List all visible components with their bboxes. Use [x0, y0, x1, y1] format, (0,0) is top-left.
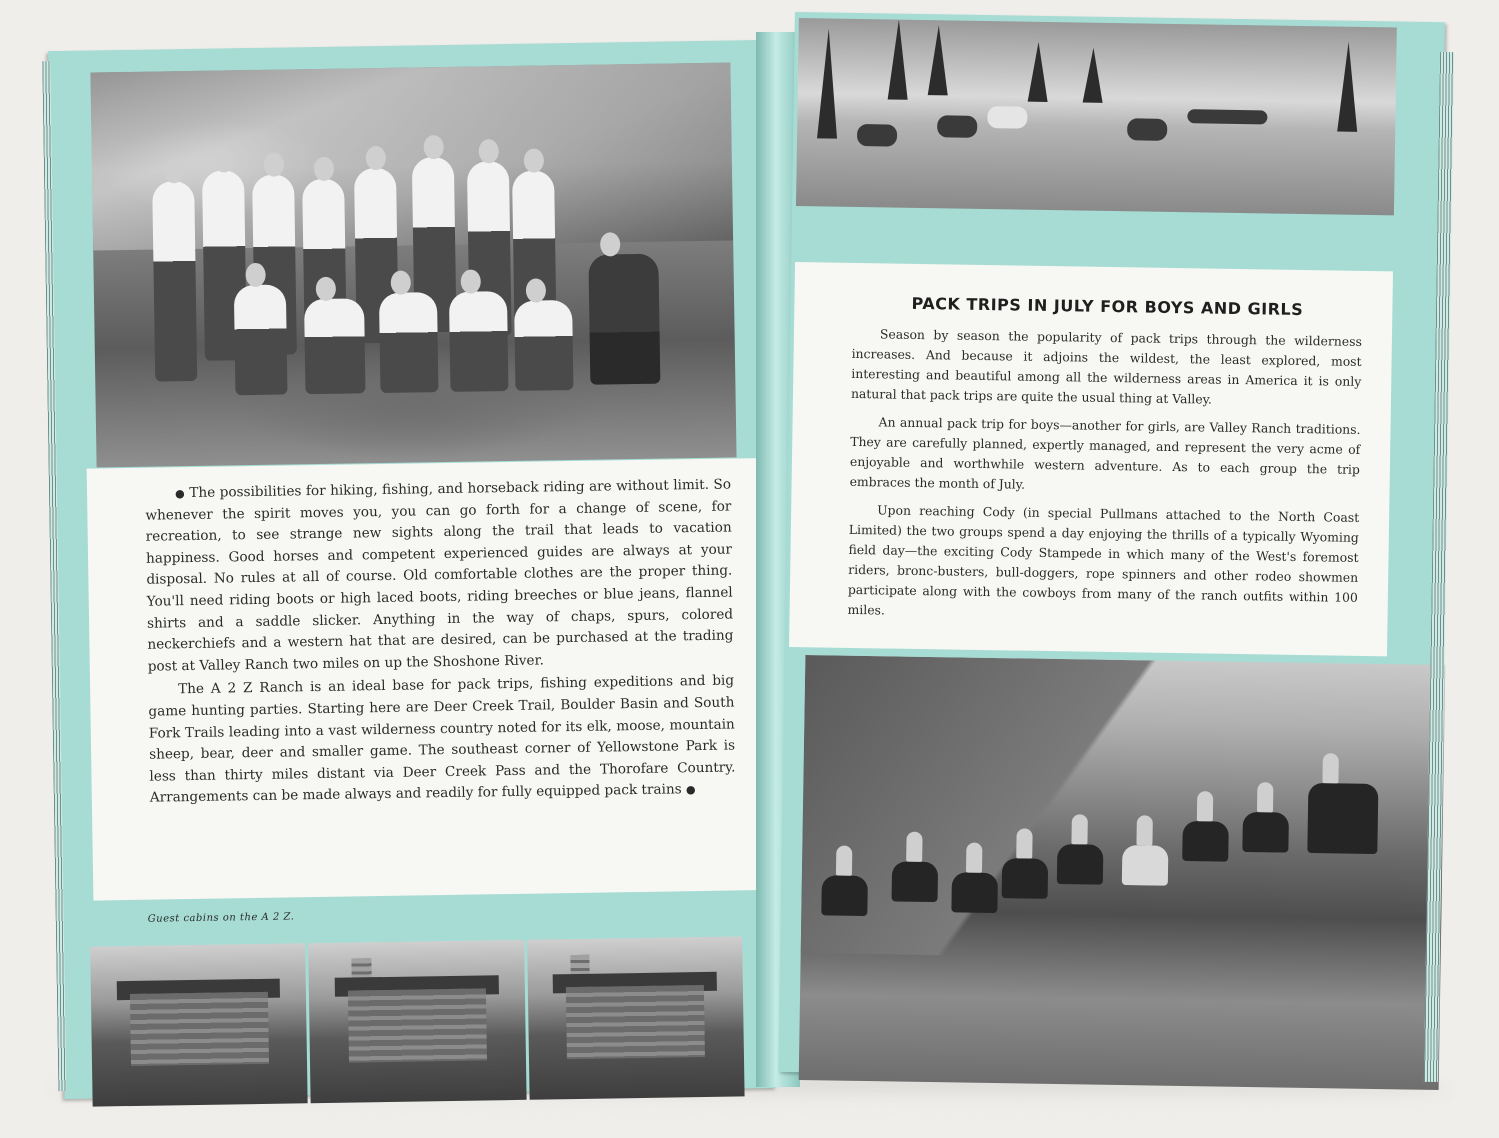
bullet-mark: ●	[685, 783, 696, 797]
group-photo	[90, 62, 736, 467]
left-page-edge	[42, 61, 66, 1091]
left-paragraph-1: ● The possibilities for hiking, fishing, and horseback riding are without limit. So whenever the spirit moves you, you can go forth for a change of scene, for recreation, to see strange new sights along the trail that leads to vacation happiness. Good horses and competent experienced guides are always at your disposal. No rules at all of course. Old comfortable clothes are the proper thing. You'll need riding boots or high laced boots, riding breeches or blue jeans, flannel shirts and a saddle slicker. Anything in the way of chaps, spurs, colored neckerchiefs and a western hat that are desired, can be purchased at the trading post at Valley Ranch two miles on up the Shoshone River.	[145, 476, 734, 675]
cabins-caption: Guest cabins on the A 2 Z.	[147, 911, 295, 925]
person-figure	[152, 181, 197, 382]
riders-meadow-photo	[796, 18, 1397, 215]
bullet-mark: ●	[174, 487, 185, 501]
cabin-photo	[90, 943, 308, 1106]
section-heading: PACK TRIPS IN JULY FOR BOYS AND GIRLS	[911, 293, 1304, 320]
pack-train-photo	[799, 655, 1446, 1090]
left-page	[48, 40, 776, 1099]
person-figure	[449, 291, 509, 392]
right-paragraph-3: Upon reaching Cody (in special Pullmans attached to the North Coast Limited) the two groups spend a day enjoying the thrills of a typically Wyoming field day—the exciting Cody Stampede in which many of the West's foremost riders, bronc-busters, bull-doggers, rope spinners and other rodeo showmen participate along with the cowboys from many of the ranch outfits within 100 miles.	[847, 502, 1360, 618]
open-booklet	[40, 12, 1460, 1097]
right-paragraph-1: Season by season the popularity of pack trips through the wilderness increases. And because it adjoins the wildest, the least explored, most interesting and beautiful among all the wilderness areas in America it is only natural that pack trips are quite the usual thing at Valley.	[850, 326, 1363, 407]
right-paragraph-2: An annual pack trip for boys—another for girls, are Valley Ranch traditions. They are carefully planned, expertly managed, and represent the very acme of enjoyable and worthwhile western adventure. As to each group the trip embraces the month of July.	[849, 414, 1361, 492]
person-figure	[588, 254, 660, 385]
cabin-photo	[308, 940, 526, 1103]
person-figure	[379, 292, 439, 393]
person-figure	[304, 298, 365, 394]
person-figure	[234, 284, 288, 395]
right-body-text	[789, 262, 1393, 656]
cabin-photo	[527, 936, 745, 1099]
left-paragraph-2: The A 2 Z Ranch is an ideal base for pack trips, fishing expeditions and big game hunting parties. Starting here are Deer Creek Trail, Boulder Basin and South Fork Trails leading into a vast wilderness country noted for its elk, moose, mountain sheep, bear, deer and smaller game. The southeast corner of Yellowstone Park is less than thirty miles distant via Deer Creek Pass and the Thorofare Country. Arrangements can be made always and readily for fully equipped pack trains ●	[148, 672, 736, 806]
left-body-text	[87, 458, 766, 901]
cabin-photo-strip	[90, 936, 744, 1106]
person-figure	[514, 300, 573, 391]
